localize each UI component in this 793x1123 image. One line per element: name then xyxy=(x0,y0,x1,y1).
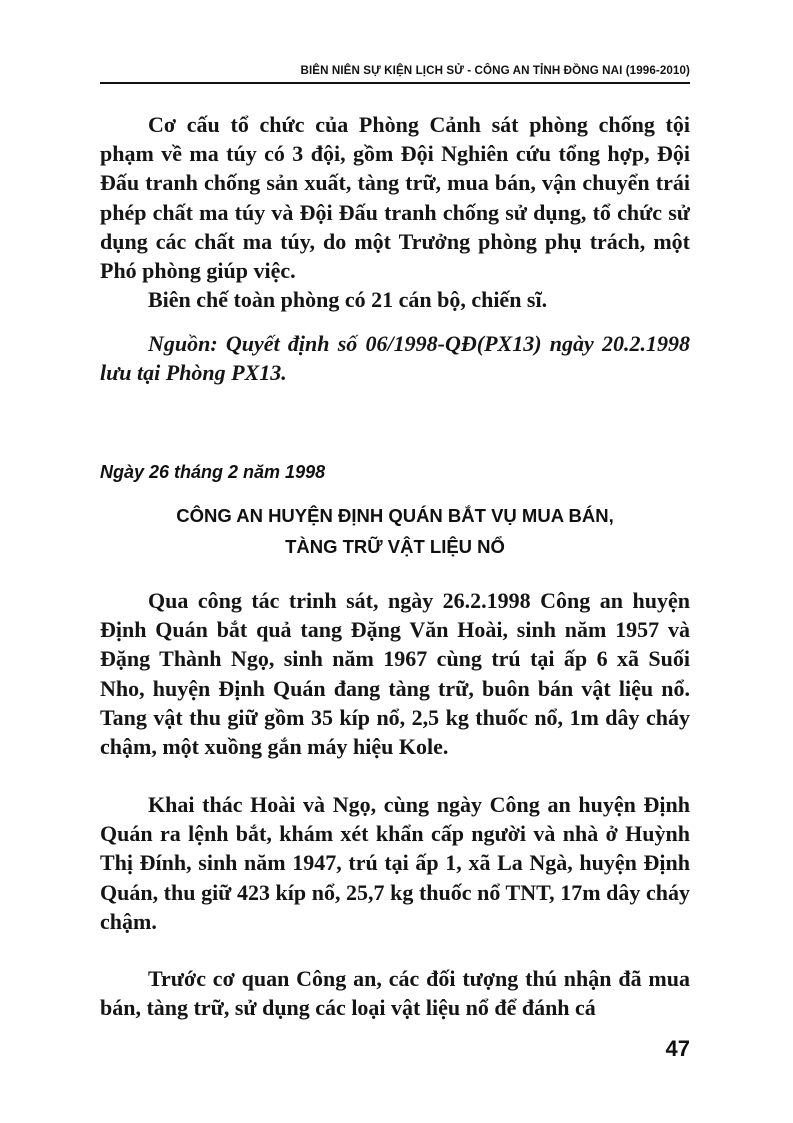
paragraph-search: Khai thác Hoài và Ngọ, cùng ngày Công an huyện Định Quán ra lệnh bắt, khám xét khẩn cấp người và nhà ở Huỳnh Thị Đính, sinh năm 1947, trú tại ấp 1, xã La Ngà, huyện Định Quán, thu giữ 423 kíp nổ, 25,7 kg thuốc nổ TNT, 17m dây cháy chậm. xyxy=(100,792,690,934)
entry-title-line-2: TÀNG TRỮ VẬT LIỆU NỔ xyxy=(285,536,505,557)
paragraph-staffing: Biên chế toàn phòng có 21 cán bộ, chiến sĩ. xyxy=(148,287,548,312)
source-citation: Nguồn: Quyết định số 06/1998-QĐ(PX13) ngày 20.2.1998 lưu tại Phòng PX13. xyxy=(100,331,690,386)
entry-date-heading: Ngày 26 tháng 2 năm 1998 xyxy=(100,462,326,482)
paragraph-organization-structure: Cơ cấu tổ chức của Phòng Cảnh sát phòng chống tội phạm về ma túy có 3 đội, gồm Đội Nghiên cứu tổng hợp, Đội Đấu tranh chống sản xuất, tàng trữ, mua bán, vận chuyển trái phép chất ma túy và Đội Đấu tranh chống sử dụng, tổ chức sử dụng các chất ma túy, do một Trưởng phòng phụ trách, một Phó phòng giúp việc. xyxy=(100,112,690,284)
running-header: BIÊN NIÊN SỰ KIỆN LỊCH SỬ - CÔNG AN TỈNH ĐỒNG NAI (1996-2010) xyxy=(300,64,690,77)
entry-title-line-1: CÔNG AN HUYỆN ĐỊNH QUÁN BẮT VỤ MUA BÁN, xyxy=(176,505,614,526)
book-page xyxy=(100,0,690,1123)
paragraph-confession: Trước cơ quan Công an, các đối tượng thú nhận đã mua bán, tàng trữ, sử dụng các loại vật liệu nổ để đánh cá xyxy=(100,966,690,1021)
paragraph-arrest: Qua công tác trinh sát, ngày 26.2.1998 Công an huyện Định Quán bắt quả tang Đặng Văn Hoài, sinh năm 1957 và Đặng Thành Ngọ, sinh năm 1967 cùng trú tại ấp 6 xã Suối Nho, huyện Định Quán đang tàng trữ, buôn bán vật liệu nổ. Tang vật thu giữ gồm 35 kíp nổ, 2,5 kg thuốc nổ, 1m dây cháy chậm, một xuồng gắn máy hiệu Kole. xyxy=(100,588,690,760)
page-number: 47 xyxy=(665,1036,690,1061)
entry-title xyxy=(100,500,690,562)
header-rule xyxy=(100,82,690,84)
